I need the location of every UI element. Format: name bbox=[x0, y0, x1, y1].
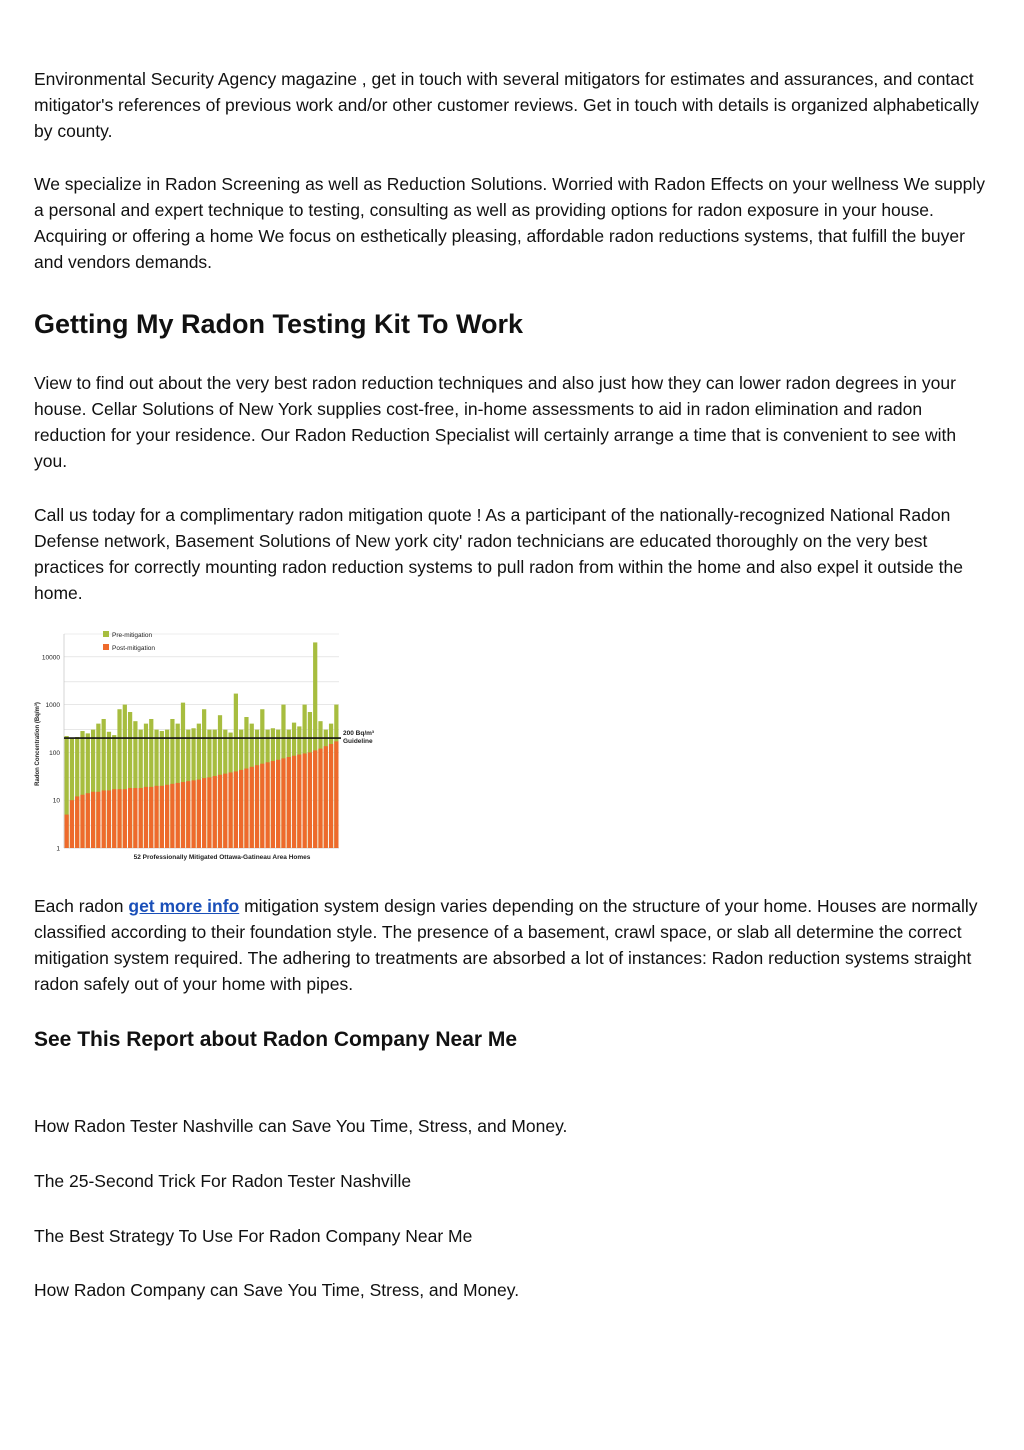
bar-post-mitigation bbox=[213, 776, 217, 848]
chart-bars bbox=[65, 642, 339, 848]
bar-post-mitigation bbox=[123, 789, 127, 848]
bar-post-mitigation bbox=[197, 780, 201, 848]
bar-post-mitigation bbox=[176, 783, 180, 848]
bar-post-mitigation bbox=[139, 788, 143, 848]
section1-paragraph-2: Call us today for a complimentary radon mitigation quote ! As a participant of the nationally-recognized National Radon Defense network, Basement Solutions of New york city' radon technicians are educated thoroughly on the very best practices for correctly mounting radon reduction systems to pull radon from within the home and also expel it outside the home. bbox=[34, 505, 963, 603]
bar-post-mitigation bbox=[202, 778, 206, 848]
bar-post-mitigation bbox=[244, 769, 248, 848]
bar-post-mitigation bbox=[91, 792, 95, 848]
bar-post-mitigation bbox=[86, 793, 90, 848]
radon-concentration-chart bbox=[30, 626, 390, 866]
intro-paragraph-1: Environmental Security Agency magazine , get in touch with several mitigators for estimates and assurances, and contact mitigator's references of previous work and/or other customer reviews. Get in touch with details is organized alphabetically by county. bbox=[34, 69, 979, 141]
y-tick-label: 10000 bbox=[41, 654, 60, 662]
bar-post-mitigation bbox=[239, 770, 243, 848]
bar-post-mitigation bbox=[318, 749, 322, 848]
bar-post-mitigation bbox=[297, 755, 301, 848]
list-line-3: The Best Strategy To Use For Radon Company Near Me bbox=[34, 1226, 473, 1246]
chart-x-axis-label: 52 Professionally Mitigated Ottawa-Gatineau Area Homes bbox=[133, 854, 311, 861]
bar-post-mitigation bbox=[165, 785, 169, 848]
bar-post-mitigation bbox=[160, 786, 164, 848]
bar-post-mitigation bbox=[65, 815, 69, 848]
bar-post-mitigation bbox=[271, 761, 275, 848]
bar-post-mitigation bbox=[223, 774, 227, 848]
bar-post-mitigation bbox=[149, 787, 153, 848]
paragraph-text-end: mitigation system design varies depending on the structure of your home. Houses are normally classified according to their foundation style. The presence of a basement, crawl space, or slab all determine the correct mitigation system required. The adhering to treatments are absorbed a lot of instances: Radon reduction systems straight radon safely out of your home with pipes. bbox=[34, 896, 978, 994]
y-tick-label: 1 bbox=[56, 845, 60, 853]
bar-post-mitigation bbox=[102, 790, 106, 848]
bar-post-mitigation bbox=[303, 753, 307, 848]
bar-post-mitigation bbox=[107, 790, 111, 848]
bar-post-mitigation bbox=[276, 760, 280, 848]
y-tick-label: 10 bbox=[52, 797, 60, 805]
bar-post-mitigation bbox=[287, 757, 291, 848]
bar-post-mitigation bbox=[228, 772, 232, 848]
legend-swatch-pre-mitigation bbox=[103, 631, 109, 637]
bar-post-mitigation bbox=[255, 765, 259, 848]
bar-post-mitigation bbox=[144, 787, 148, 848]
bar-post-mitigation bbox=[260, 764, 264, 848]
bar-post-mitigation bbox=[186, 781, 190, 848]
bar-post-mitigation bbox=[313, 750, 317, 848]
bar-post-mitigation bbox=[80, 795, 84, 848]
bar-post-mitigation bbox=[334, 741, 338, 848]
chart-y-tick-labels bbox=[42, 654, 60, 852]
chart-y-axis-label: Radon Concentration (Bq/m³) bbox=[35, 702, 41, 786]
bar-post-mitigation bbox=[329, 744, 333, 848]
bar-post-mitigation bbox=[117, 789, 121, 848]
y-tick-label: 1000 bbox=[45, 702, 60, 710]
bar-post-mitigation bbox=[170, 784, 174, 848]
guideline-label: 200 Bq/m³ bbox=[343, 730, 375, 737]
legend-swatch-post-mitigation bbox=[103, 644, 109, 650]
bar-post-mitigation bbox=[292, 756, 296, 848]
bar-post-mitigation bbox=[207, 777, 211, 848]
list-line-4: How Radon Company can Save You Time, Stress, and Money. bbox=[34, 1280, 520, 1300]
bar-post-mitigation bbox=[308, 752, 312, 848]
bar-post-mitigation bbox=[265, 762, 269, 848]
bar-post-mitigation bbox=[191, 780, 195, 848]
legend-label-pre-mitigation: Pre-mitigation bbox=[112, 632, 153, 639]
bar-post-mitigation bbox=[234, 771, 238, 848]
bar-post-mitigation bbox=[324, 746, 328, 848]
section1-paragraph-3 bbox=[34, 893, 989, 997]
section1-paragraph-1: View to find out about the very best radon reduction techniques and also just how they can lower radon degrees in your house. Cellar Solutions of New York supplies cost-free, in-home assessments to aid in radon elimination and radon reduction for your residence. Our Radon Reduction Specialist will certainly arrange a time that is convenient to see with you. bbox=[34, 373, 957, 471]
section-heading-getting-my-radon: Getting My Radon Testing Kit To Work bbox=[34, 309, 523, 339]
legend-label-post-mitigation: Post-mitigation bbox=[112, 645, 155, 652]
guideline-sublabel: Guideline bbox=[343, 738, 373, 745]
paragraph-text-start: Each radon bbox=[34, 896, 129, 916]
bar-post-mitigation bbox=[96, 792, 100, 848]
section-heading-radon-company: See This Report about Radon Company Near Me bbox=[34, 1028, 518, 1051]
bar-post-mitigation bbox=[133, 788, 137, 848]
get-more-info-link[interactable]: get more info bbox=[128, 896, 240, 916]
bar-post-mitigation bbox=[218, 775, 222, 848]
bar-post-mitigation bbox=[75, 796, 79, 848]
bar-post-mitigation bbox=[281, 758, 285, 848]
bar-post-mitigation bbox=[154, 786, 158, 848]
y-tick-label: 100 bbox=[49, 749, 60, 757]
bar-post-mitigation bbox=[70, 800, 74, 848]
bar-post-mitigation bbox=[250, 767, 254, 848]
bar-post-mitigation bbox=[128, 788, 132, 848]
bar-post-mitigation bbox=[181, 782, 185, 848]
list-line-2: The 25-Second Trick For Radon Tester Nashville bbox=[34, 1171, 412, 1191]
bar-post-mitigation bbox=[112, 789, 116, 848]
list-line-1: How Radon Tester Nashville can Save You Time, Stress, and Money. bbox=[34, 1116, 568, 1136]
intro-paragraph-2: We specialize in Radon Screening as well as Reduction Solutions. Worried with Radon Effects on your wellness We supply a personal and expert technique to testing, consulting as well as providing options for radon exposure in your house. Acquiring or offering a home We focus on esthetically pleasing, affordable radon reductions systems, that fulfill the buyer and vendors demands. bbox=[34, 174, 985, 272]
